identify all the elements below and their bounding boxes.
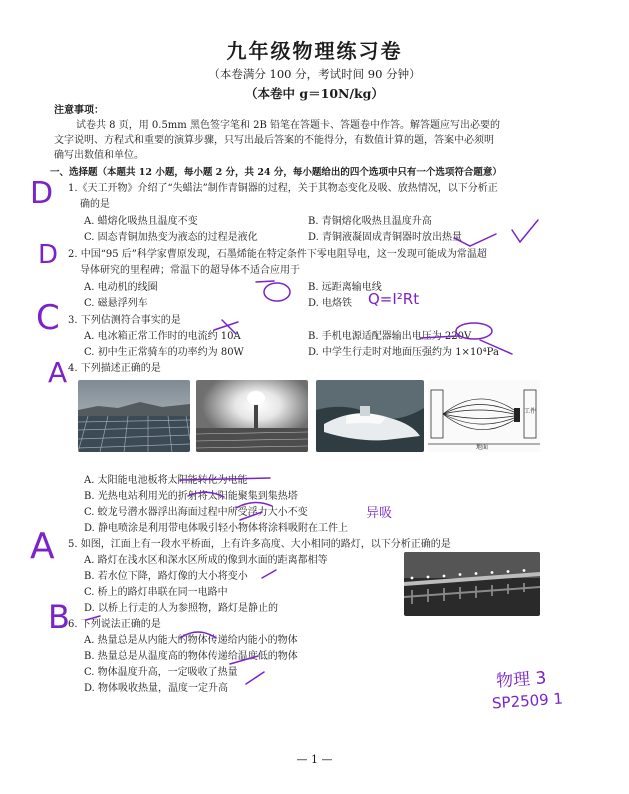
option-d: D. 青铜液凝固成青铜器时放出热量 (308, 232, 463, 243)
option-a: A. 热量总是从内能大的物体传递给内能小的物体 (84, 635, 298, 646)
option-c: C. 固态青铜加热变为液态的过程是液化 (84, 232, 258, 243)
question-stem: 1.《天工开物》介绍了“失蜡法”制作青铜器的过程，关于其物态变化及吸、放热情况，以下分析正 (68, 183, 498, 194)
diagram-label: 工件 (524, 408, 537, 415)
option-d: D. 电烙铁 (308, 298, 353, 309)
option-a: A. 太阳能电池板将太阳能转化为电能 (84, 475, 248, 486)
option-d: D. 以桥上行走的人为参照物，路灯是静止的 (84, 603, 279, 614)
diagram-label: 地面 (476, 444, 489, 451)
question-stem: 2. 中国“95 后”科学家曹原发现，石墨烯能在特定条件下零电阻导电，这一发现可能成为常温超 (68, 249, 487, 260)
notes-line: 确写出数值和单位。 (54, 150, 144, 161)
handwritten-note: 异吸 (366, 506, 393, 521)
page-number: — 1 — (296, 753, 333, 766)
handwritten-answer: B (48, 598, 70, 636)
page-title: 九年级物理练习卷 (226, 39, 403, 63)
section-heading: 一、选择题（本题共 12 小题，每小题 2 分，共 24 分，每小题给出的四个选项中只有一个选项符合题意） (50, 167, 502, 178)
question-stem: 3. 下列估测符合事实的是 (68, 315, 181, 326)
question-stem: 5. 如图，江面上有一段水平桥面，上有许多高度、大小相同的路灯，以下分析正确的是 (68, 539, 451, 550)
option-a: A. 电冰箱正常工作时的电流约 10A (84, 331, 241, 342)
option-b: B. 手机电源适配器输出电压为 220V (308, 331, 472, 342)
option-c: C. 物体温度升高，一定吸收了热量 (84, 667, 238, 678)
notes-line: 试卷共 8 页，用 0.5mm 黑色签字笔和 2B 铅笔在答题卡、答题卷中作答。解答题应写出必要的 (76, 120, 501, 131)
handwritten-note: 物理 3 (495, 668, 548, 692)
handwritten-answer: C (36, 298, 60, 338)
option-d: D. 中学生行走时对地面压强约为 1×10⁴Pa (308, 347, 499, 358)
handwritten-formula: Q=I²Rt (368, 290, 420, 308)
exam-subtitle: （本卷满分 100 分，考试时间 90 分钟） (208, 67, 421, 81)
handwritten-answer: A (48, 356, 68, 389)
option-d: D. 物体吸收热量，温度一定升高 (84, 683, 229, 694)
option-a: A. 蜡熔化吸热且温度不变 (84, 216, 198, 227)
option-a: A. 电动机的线圈 (84, 282, 158, 293)
handwritten-answer: A (30, 526, 55, 567)
g-value-line: （本卷中 g＝10N/kg） (245, 86, 384, 101)
handwritten-answer: D (30, 176, 54, 211)
question-stem: 6. 下列说法正确的是 (68, 619, 161, 630)
question-stem: 导体研究的里程碑；常温下的超导体不适合应用于 (80, 265, 300, 276)
option-b: B. 青铜熔化吸热且温度升高 (308, 216, 432, 227)
option-d: D. 静电喷涂是利用带电体吸引轻小物体将涂料吸附在工件上 (84, 523, 349, 534)
option-c: C. 磁悬浮列车 (84, 298, 148, 309)
option-b: B. 光热电站利用光的折射将太阳能聚集到集热塔 (84, 491, 298, 502)
option-a: A. 路灯在浅水区和深水区所成的像到水面的距离都相等 (84, 555, 328, 566)
question-stem: 4. 下列描述正确的是 (68, 363, 161, 374)
option-c: C. 蛟龙号潜水器浮出海面过程中所受浮力大小不变 (84, 507, 308, 518)
question-stem: 确的是 (80, 199, 110, 210)
option-c: C. 桥上的路灯串联在同一电路中 (84, 587, 228, 598)
handwritten-answer: D (38, 240, 59, 270)
option-b: B. 热量总是从温度高的物体传递给温度低的物体 (84, 651, 298, 662)
option-b: B. 若水位下降，路灯像的大小将变小 (84, 571, 248, 582)
handwritten-note: SP2509 1 (491, 689, 564, 713)
option-b: B. 远距离输电线 (308, 282, 382, 293)
notes-heading: 注意事项： (54, 105, 104, 116)
option-c: C. 初中生正常骑车的功率约为 80W (84, 347, 244, 358)
notes-line: 文字说明、方程式和重要的演算步骤，只写出最后答案的不能得分，有数值计算的题，答案中必须明 (54, 135, 494, 146)
